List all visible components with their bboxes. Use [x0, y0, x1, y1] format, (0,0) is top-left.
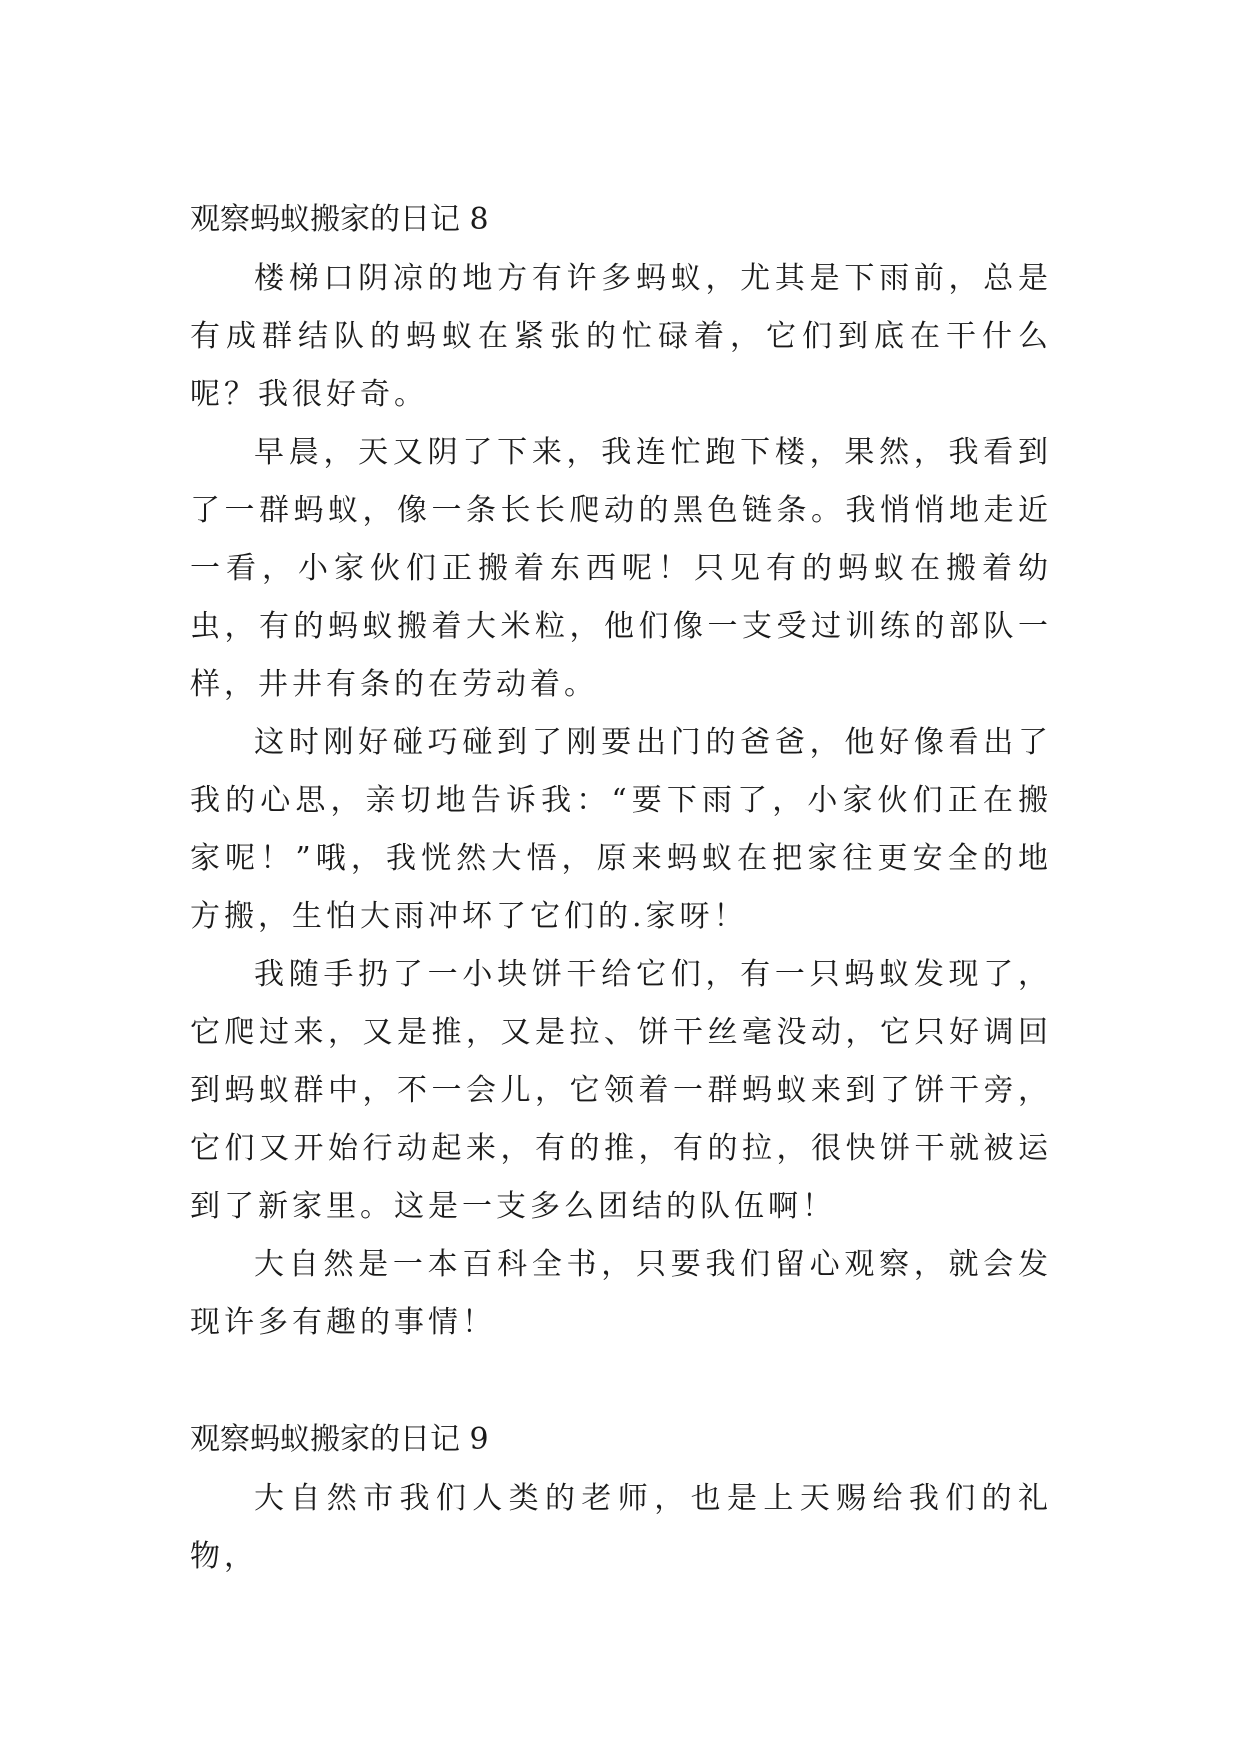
paragraph: 我随手扔了一小块饼干给它们，有一只蚂蚁发现了，它爬过来，又是推，又是拉、饼干丝毫没动，它只好调回到蚂蚁群中，不一会儿，它领着一群蚂蚁来到了饼干旁，它们又开始行动起来，有的推，有的拉，很快饼干就被运到了新家里。这是一支多么团结的队伍啊！: [190, 957, 1052, 1224]
paragraph: 楼梯口阴凉的地方有许多蚂蚁，尤其是下雨前，总是有成群结队的蚂蚁在紧张的忙碌着，它们到底在干什么呢？我很好奇。: [190, 261, 1052, 412]
section-spacer: [190, 1352, 1052, 1410]
document-page: [190, 190, 1052, 1586]
paragraph: 大自然市我们人类的老师，也是上天赐给我们的礼物，: [190, 1481, 1052, 1574]
paragraph: 大自然是一本百科全书，只要我们留心观察，就会发现许多有趣的事情！: [190, 1247, 1052, 1340]
paragraph: 这时刚好碰巧碰到了刚要出门的爸爸，他好像看出了我的心思，亲切地告诉我：“要下雨了，小家伙们正在搬家呢！”哦，我恍然大悟，原来蚂蚁在把家往更安全的地方搬，生怕大雨冲坏了它们的.家呀！: [190, 725, 1052, 934]
section-title: 观察蚂蚁搬家的日记 8: [190, 202, 489, 237]
paragraph: 早晨，天又阴了下来，我连忙跑下楼，果然，我看到了一群蚂蚁，像一条长长爬动的黑色链条。我悄悄地走近一看，小家伙们正搬着东西呢！只见有的蚂蚁在搬着幼虫，有的蚂蚁搬着大米粒，他们像一支受过训练的部队一样，井井有条的在劳动着。: [190, 435, 1052, 702]
section-title: 观察蚂蚁搬家的日记 9: [190, 1422, 489, 1457]
